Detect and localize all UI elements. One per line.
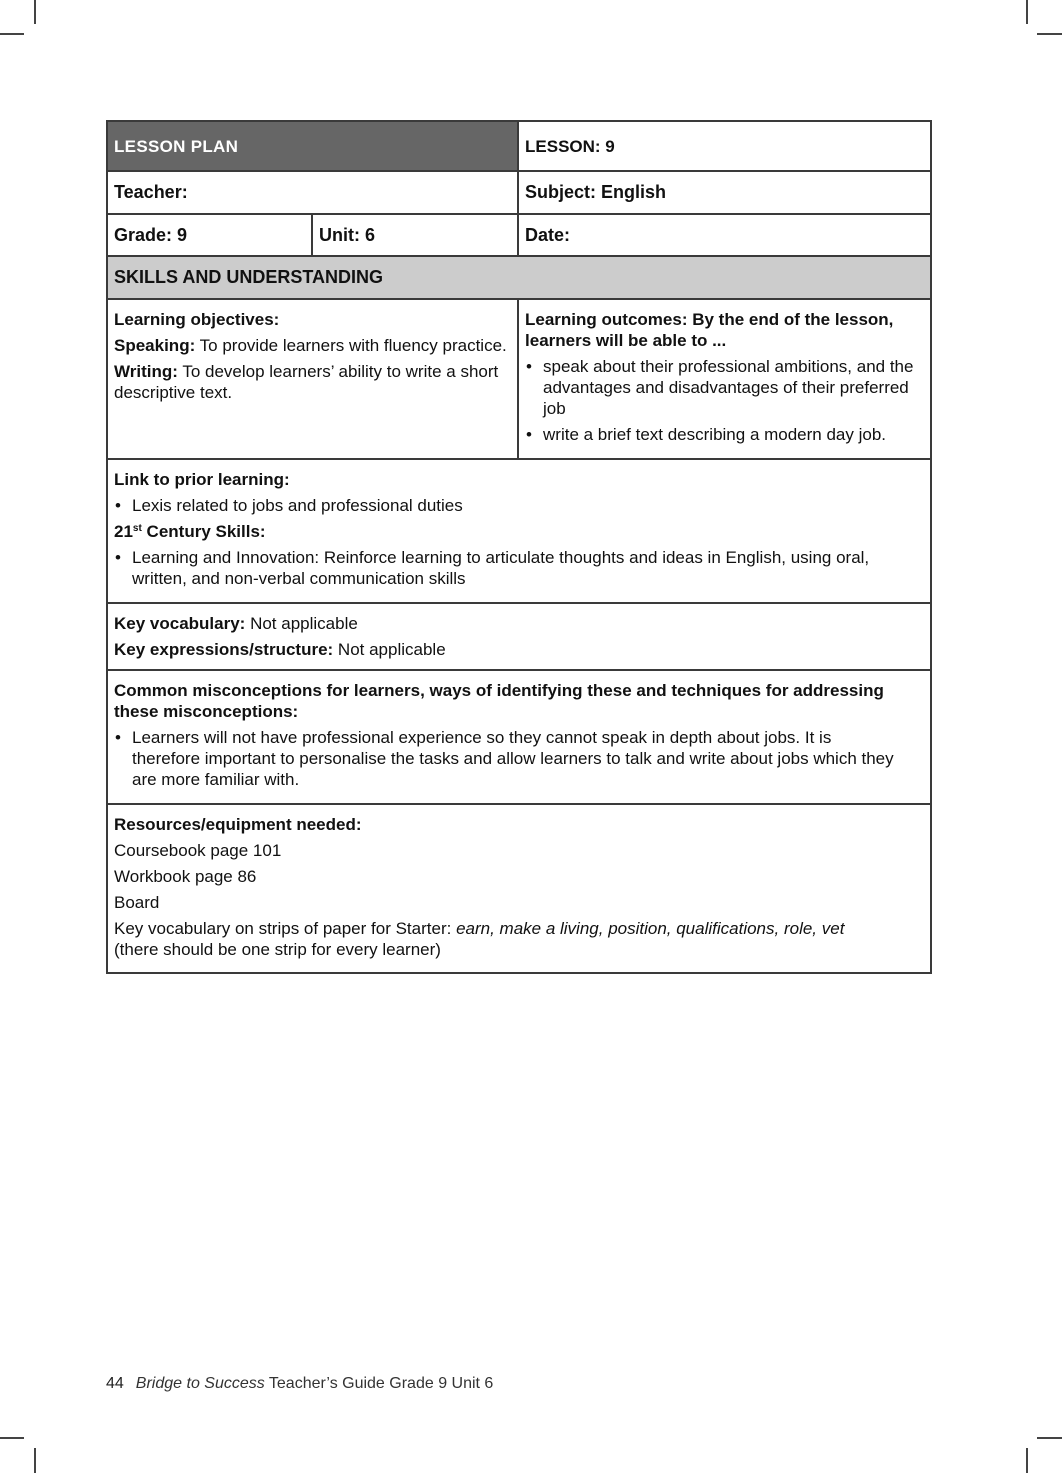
resource-item-strips <box>114 918 924 960</box>
key-expressions-label: Key expressions/structure: <box>114 640 334 659</box>
crop-mark <box>0 1437 24 1439</box>
objective-text: To develop learners’ ability to write a short descriptive text. <box>114 362 499 402</box>
unit-field: Unit: 6 <box>312 214 518 256</box>
date-field: Date: <box>518 214 931 256</box>
key-expressions-value: Not applicable <box>333 640 446 659</box>
learning-outcomes-cell <box>518 299 931 459</box>
century-ordinal: st <box>132 523 142 534</box>
resource-item: Workbook page 86 <box>114 867 257 886</box>
lesson-plan-table <box>106 120 932 974</box>
subject-field: Subject: English <box>518 171 931 214</box>
crop-mark <box>1026 1448 1028 1473</box>
section-title: SKILLS AND UNDERSTANDING <box>107 256 931 299</box>
century-heading-text: Century Skills: <box>141 522 266 541</box>
page-footer <box>106 1375 493 1393</box>
crop-mark <box>1026 0 1028 24</box>
resources-cell <box>107 804 931 973</box>
crop-mark <box>1037 33 1062 35</box>
key-vocabulary <box>114 613 924 634</box>
learning-objectives-cell <box>107 299 518 459</box>
misconceptions-list <box>114 727 924 790</box>
strips-words: earn, make a living, position, qualifications, role, vet <box>456 919 845 938</box>
century-skills-list <box>114 547 924 589</box>
resource-item: Board <box>114 893 160 912</box>
book-title: Bridge to Success <box>135 1375 265 1392</box>
misconceptions-row <box>107 670 931 804</box>
strips-prefix: Key vocabulary on strips of paper for Starter: <box>114 919 457 938</box>
objective-writing <box>114 361 511 403</box>
outcome-item: • write a brief text describing a modern day job. <box>525 424 924 445</box>
century-number: 21 <box>114 522 133 541</box>
resource-item: Coursebook page 101 <box>114 841 282 860</box>
outcomes-list <box>525 356 924 445</box>
key-vocabulary-value: Not applicable <box>245 614 358 633</box>
prior-learning-list <box>114 495 924 516</box>
learning-objectives-heading: Learning objectives: <box>114 310 280 329</box>
crop-mark <box>0 33 24 35</box>
outcome-item: • speak about their professional ambitions, and the advantages and disadvantages of their preferred job <box>525 356 924 419</box>
prior-learning-row <box>107 459 931 603</box>
prior-learning-heading: Link to prior learning: <box>114 470 290 489</box>
grade-field: Grade: 9 <box>107 214 312 256</box>
objective-speaking <box>114 335 511 356</box>
key-expressions <box>114 639 924 660</box>
book-subtitle: Teacher’s Guide Grade 9 Unit 6 <box>264 1375 494 1392</box>
misconception-item: • Learners will not have professional experience so they cannot speak in depth about jobs. It is therefore important to personalise the tasks and allow learners to talk and write about jobs which they are more familiar with. <box>114 727 924 790</box>
resources-row <box>107 804 931 973</box>
century-skills-item: • Learning and Innovation: Reinforce learning to articulate thoughts and ideas in English, using oral, written, and non-verbal communication skills <box>114 547 924 589</box>
lesson-number: LESSON: 9 <box>518 121 931 171</box>
section-row <box>107 256 931 299</box>
prior-learning-item: • Lexis related to jobs and professional duties <box>114 495 924 516</box>
strips-suffix: (there should be one strip for every learner) <box>114 940 441 959</box>
objective-label: Speaking: <box>114 336 196 355</box>
learning-outcomes-heading: Learning outcomes: By the end of the lesson, learners will be able to ... <box>525 310 894 350</box>
teacher-field: Teacher: <box>107 171 518 214</box>
lesson-plan-title: LESSON PLAN <box>107 121 518 171</box>
teacher-row <box>107 171 931 214</box>
grade-row <box>107 214 931 256</box>
page-number: 44 <box>106 1375 124 1392</box>
crop-mark <box>34 1448 36 1473</box>
key-vocabulary-label: Key vocabulary: <box>114 614 246 633</box>
vocabulary-row <box>107 603 931 670</box>
objective-label: Writing: <box>114 362 178 381</box>
century-skills-heading <box>114 521 924 542</box>
misconceptions-cell <box>107 670 931 804</box>
resources-heading: Resources/equipment needed: <box>114 815 362 834</box>
crop-mark <box>34 0 36 24</box>
vocabulary-cell <box>107 603 931 670</box>
prior-learning-cell <box>107 459 931 603</box>
objective-text: To provide learners with fluency practice. <box>195 336 507 355</box>
header-row <box>107 121 931 171</box>
objectives-row <box>107 299 931 459</box>
misconceptions-heading: Common misconceptions for learners, ways of identifying these and techniques for addressing these misconceptions: <box>114 681 884 721</box>
crop-mark <box>1037 1437 1062 1439</box>
